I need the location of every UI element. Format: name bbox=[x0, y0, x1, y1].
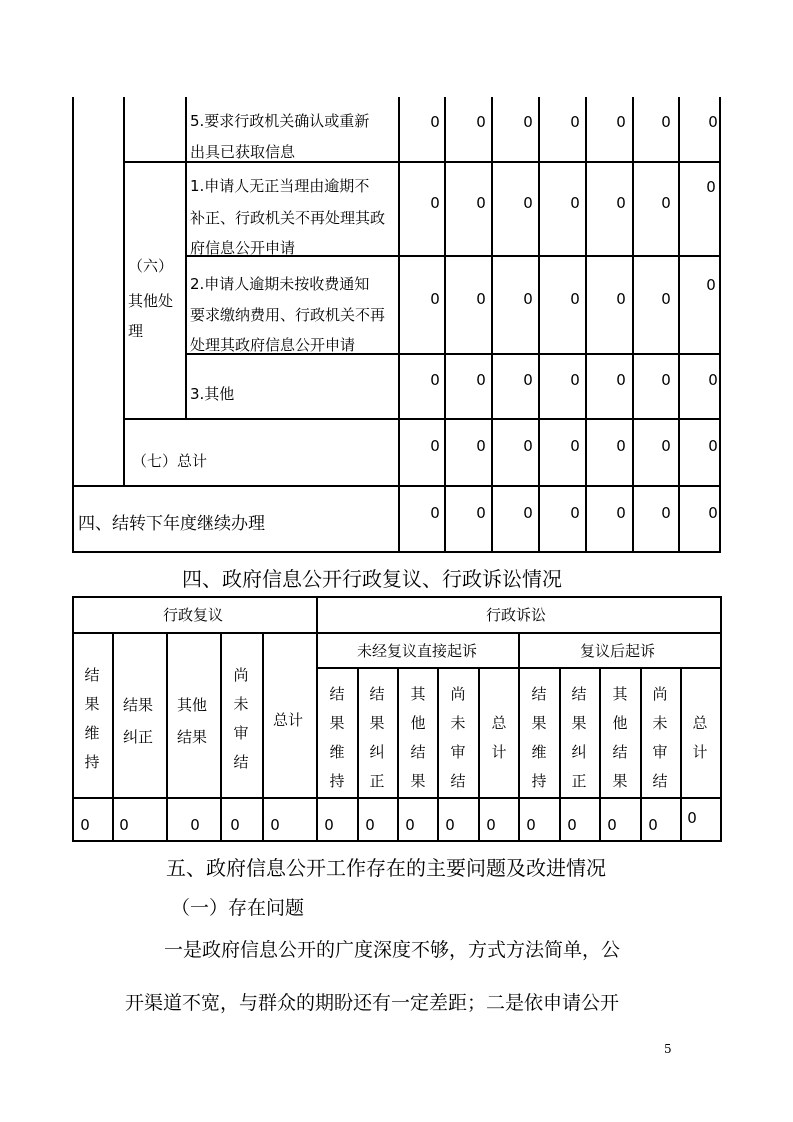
row-confirm-text-2: 出具已获取信息 bbox=[190, 143, 296, 161]
group-other-label-line: 其他处 bbox=[128, 292, 174, 310]
header-char: 审 bbox=[450, 743, 466, 761]
header-char: 尚 bbox=[233, 666, 249, 684]
value-cell: 0 bbox=[648, 816, 658, 834]
header-char: 维 bbox=[329, 743, 345, 761]
value-cell: 0 bbox=[190, 816, 200, 834]
value-cell: 0 bbox=[616, 194, 626, 212]
value-cell: 0 bbox=[270, 816, 280, 834]
row-total-label: （七）总计 bbox=[132, 452, 208, 470]
value-cell: 0 bbox=[476, 194, 486, 212]
header-char: 总 bbox=[491, 714, 507, 732]
value-cell: 0 bbox=[708, 437, 718, 455]
header-char: 未 bbox=[450, 714, 466, 732]
value-cell: 0 bbox=[430, 290, 440, 308]
value-cell: 0 bbox=[661, 290, 671, 308]
header-char: 尚 bbox=[652, 685, 668, 703]
value-cell: 0 bbox=[616, 504, 626, 522]
value-cell: 0 bbox=[607, 816, 617, 834]
section-5-title: 五、政府信息公开工作存在的主要问题及改进情况 bbox=[166, 856, 606, 880]
header-char: 果 bbox=[571, 714, 587, 732]
value-cell: 0 bbox=[430, 371, 440, 389]
value-cell: 0 bbox=[661, 371, 671, 389]
value-cell: 0 bbox=[616, 290, 626, 308]
header-char: 审 bbox=[652, 743, 668, 761]
header-char: 结 bbox=[233, 753, 249, 771]
row-other-2-text: 2.申请人逾期未按收费通知 bbox=[190, 275, 370, 293]
value-cell: 0 bbox=[119, 816, 129, 834]
row-other-1-text: 1.申请人无正当理由逾期不 bbox=[190, 177, 370, 195]
header-char: 结 bbox=[329, 685, 345, 703]
header-char: 果 bbox=[410, 772, 426, 790]
value-cell: 0 bbox=[365, 816, 375, 834]
header-char: 维 bbox=[84, 724, 100, 742]
group-other-label-line: （六） bbox=[128, 257, 174, 275]
value-cell: 0 bbox=[476, 371, 486, 389]
value-cell: 0 bbox=[616, 113, 626, 131]
page-number: 5 bbox=[664, 1042, 672, 1056]
value-cell: 0 bbox=[570, 194, 580, 212]
header-char: 未 bbox=[233, 695, 249, 713]
value-cell: 0 bbox=[80, 816, 90, 834]
value-cell: 0 bbox=[687, 809, 697, 827]
value-cell: 0 bbox=[476, 290, 486, 308]
value-cell: 0 bbox=[570, 371, 580, 389]
header-char: 结 bbox=[450, 772, 466, 790]
value-cell: 0 bbox=[706, 178, 716, 196]
value-cell: 0 bbox=[708, 504, 718, 522]
litigation-header: 行政诉讼 bbox=[486, 606, 547, 624]
header-char: 维 bbox=[531, 743, 547, 761]
header-char: 计 bbox=[692, 743, 708, 761]
header-char: 果 bbox=[612, 772, 628, 790]
header-char: 未 bbox=[652, 714, 668, 732]
value-cell: 0 bbox=[708, 113, 718, 131]
value-cell: 0 bbox=[616, 437, 626, 455]
row-other-1-text: 府信息公开申请 bbox=[190, 239, 296, 257]
header-char: 他 bbox=[612, 714, 628, 732]
value-cell: 0 bbox=[661, 194, 671, 212]
value-cell: 0 bbox=[708, 371, 718, 389]
header-char: 持 bbox=[531, 772, 547, 790]
value-cell: 0 bbox=[405, 816, 415, 834]
header-char: 结 bbox=[531, 685, 547, 703]
header-char: 他 bbox=[410, 714, 426, 732]
value-cell: 0 bbox=[324, 816, 334, 834]
value-cell: 0 bbox=[523, 194, 533, 212]
header-char: 总 bbox=[692, 714, 708, 732]
value-cell: 0 bbox=[430, 113, 440, 131]
paragraph-line-2: 开渠道不宽，与群众的期盼还有一定差距；二是依申请公开 bbox=[125, 992, 620, 1014]
value-cell: 0 bbox=[486, 816, 496, 834]
row-other-2-text: 要求缴纳费用、行政机关不再 bbox=[190, 306, 386, 324]
after-review-header: 复议后起诉 bbox=[580, 642, 656, 660]
header-char: 果 bbox=[329, 714, 345, 732]
subsection-title: （一）存在问题 bbox=[171, 897, 305, 919]
paragraph-line-1: 一是政府信息公开的广度深度不够，方式方法简单，公 bbox=[164, 939, 621, 961]
header-char: 正 bbox=[571, 772, 587, 790]
value-cell: 0 bbox=[616, 371, 626, 389]
header-text: 纠正 bbox=[123, 728, 154, 746]
header-text: 结果 bbox=[177, 728, 208, 746]
header-char: 持 bbox=[329, 772, 345, 790]
review-header: 行政复议 bbox=[163, 606, 224, 624]
value-cell: 0 bbox=[445, 816, 455, 834]
value-cell: 0 bbox=[523, 437, 533, 455]
value-cell: 0 bbox=[570, 504, 580, 522]
value-cell: 0 bbox=[570, 290, 580, 308]
value-cell: 0 bbox=[230, 816, 240, 834]
value-cell: 0 bbox=[523, 371, 533, 389]
row-other-3-text: 3.其他 bbox=[190, 385, 235, 403]
value-cell: 0 bbox=[661, 504, 671, 522]
value-cell: 0 bbox=[567, 816, 577, 834]
header-char: 尚 bbox=[450, 685, 466, 703]
header-char: 其 bbox=[410, 685, 426, 703]
direct-litigation-header: 未经复议直接起诉 bbox=[357, 642, 478, 660]
value-cell: 0 bbox=[476, 437, 486, 455]
row-other-2-text: 处理其政府信息公开申请 bbox=[190, 336, 356, 354]
header-char: 持 bbox=[84, 753, 100, 771]
header-char: 结 bbox=[571, 685, 587, 703]
header-char: 结 bbox=[612, 743, 628, 761]
value-cell: 0 bbox=[430, 437, 440, 455]
header-char: 纠 bbox=[369, 743, 385, 761]
header-char: 果 bbox=[531, 714, 547, 732]
section-4-title: 四、政府信息公开行政复议、行政诉讼情况 bbox=[182, 567, 562, 591]
value-cell: 0 bbox=[661, 113, 671, 131]
value-cell: 0 bbox=[661, 437, 671, 455]
header-char: 其 bbox=[612, 685, 628, 703]
value-cell: 0 bbox=[523, 113, 533, 131]
row-carry-label: 四、结转下年度继续办理 bbox=[78, 514, 265, 534]
value-cell: 0 bbox=[476, 113, 486, 131]
header-char: 果 bbox=[84, 695, 100, 713]
value-cell: 0 bbox=[526, 816, 536, 834]
value-cell: 0 bbox=[476, 504, 486, 522]
row-other-1-text: 补正、行政机关不再处理其政 bbox=[190, 209, 386, 227]
header-text: 其他 bbox=[177, 696, 208, 714]
header-char: 结 bbox=[410, 743, 426, 761]
value-cell: 0 bbox=[430, 504, 440, 522]
header-char: 果 bbox=[369, 714, 385, 732]
group-other-label-line: 理 bbox=[128, 322, 144, 340]
header-char: 计 bbox=[491, 743, 507, 761]
value-cell: 0 bbox=[430, 194, 440, 212]
value-cell: 0 bbox=[570, 113, 580, 131]
value-cell: 0 bbox=[706, 276, 716, 294]
header-char: 结 bbox=[84, 666, 100, 684]
header-text: 结果 bbox=[123, 696, 154, 714]
header-char: 审 bbox=[233, 724, 249, 742]
header-char: 正 bbox=[369, 772, 385, 790]
header-char: 纠 bbox=[571, 743, 587, 761]
value-cell: 0 bbox=[570, 437, 580, 455]
header-char: 结 bbox=[369, 685, 385, 703]
value-cell: 0 bbox=[523, 290, 533, 308]
value-cell: 0 bbox=[523, 504, 533, 522]
row-confirm-text-1: 5.要求行政机关确认或重新 bbox=[190, 112, 370, 130]
header-char: 结 bbox=[652, 772, 668, 790]
header-text: 总计 bbox=[273, 711, 304, 729]
